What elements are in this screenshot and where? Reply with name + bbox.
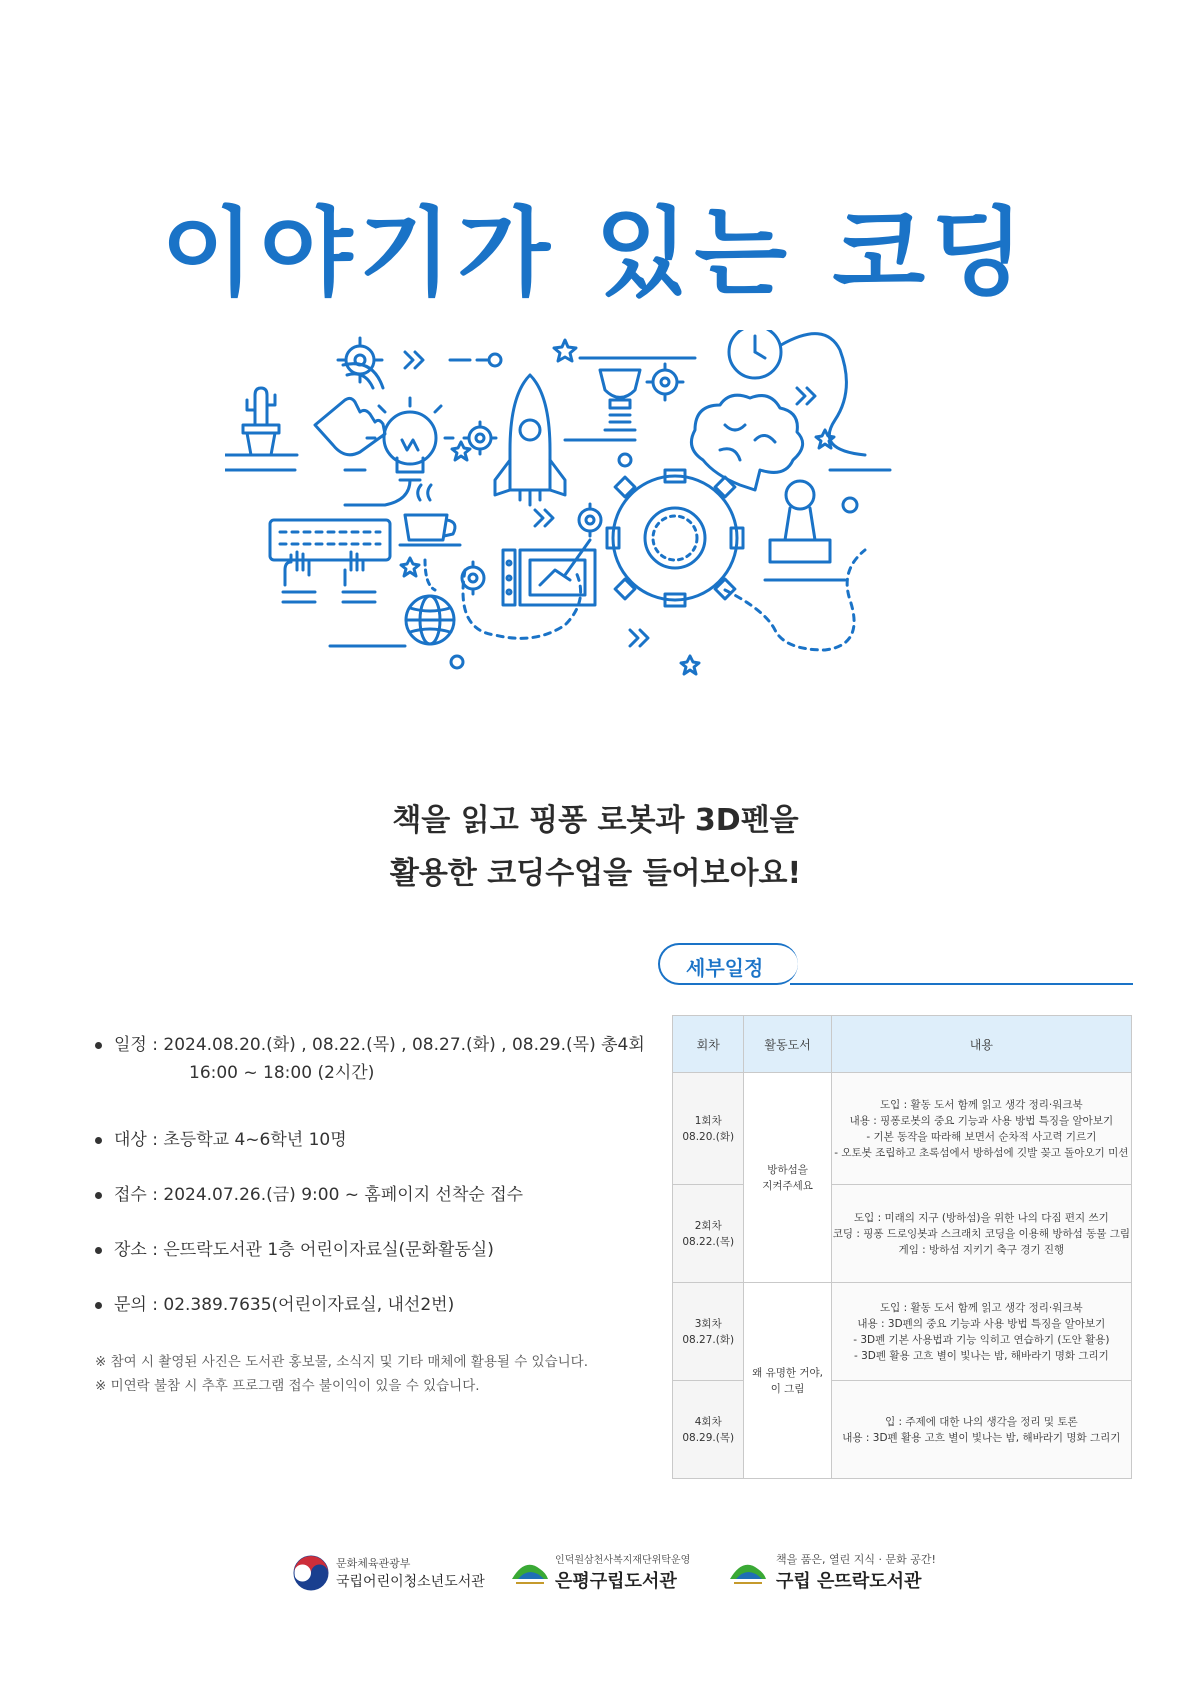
org3-slogan: 책을 품은, 열린 지식 · 문화 공간!	[776, 1553, 936, 1566]
info-register: 접수 : 2024.07.26.(금) 9:00 ~ 홈페이지 선착순 접수	[95, 1180, 523, 1205]
notes	[95, 1350, 588, 1398]
org1-ministry: 문화체육관광부	[336, 1557, 411, 1570]
eunttrak-logo-icon	[728, 1553, 768, 1589]
coding-illustration	[225, 330, 965, 730]
eunpyeong-logo-icon	[510, 1553, 550, 1589]
header-content: 내용	[831, 1016, 1131, 1073]
table-row	[673, 1073, 1132, 1185]
table-row	[673, 1185, 1132, 1283]
bullet-icon	[95, 1137, 102, 1144]
target-icon	[647, 364, 683, 400]
round-cell: 1회차 08.20.(화)	[673, 1073, 744, 1185]
schedule-table	[672, 1015, 1132, 1479]
book-cell: 방하섬을 지켜주세요	[744, 1073, 831, 1283]
org1-library: 국립어린이청소년도서관	[336, 1574, 485, 1590]
target-icon	[462, 562, 484, 594]
subtitle-line2: 활용한 코딩수업을 들어보아요!	[389, 856, 802, 891]
page-title: 이야기가 있는 코딩	[161, 197, 1030, 309]
cactus-icon	[225, 388, 297, 455]
schedule-label: 세부일정	[658, 943, 798, 985]
note-photo: ※ 참여 시 촬영된 사진은 도서관 홍보물, 소식지 및 기타 매체에 활용될 수 있습니다.	[95, 1354, 588, 1370]
info-contact: 문의 : 02.389.7635(어린이자료실, 내선2번)	[95, 1290, 454, 1315]
star-icon	[401, 340, 834, 674]
table-row	[673, 1381, 1132, 1479]
info-schedule-time: 16:00 ~ 18:00 (2시간)	[189, 1063, 375, 1083]
info-place: 장소 : 은뜨락도서관 1층 어린이자료실(문화활동실)	[95, 1235, 494, 1260]
org2-operator: 인덕원삼천사복지재단위탁운영	[555, 1555, 691, 1566]
brain-icon	[691, 395, 802, 490]
bullet-icon	[95, 1042, 102, 1049]
subtitle-line1: 책을 읽고 핑퐁 로봇과 3D펜을	[392, 803, 799, 838]
schedule-divider	[790, 983, 1133, 985]
bullet-icon	[95, 1192, 102, 1199]
content-cell: 도입 : 미래의 지구 (방하섬)을 위한 나의 다짐 편지 쓰기 코딩 : 핑퐁 드로잉봇과 스크래치 코딩을 이용해 방하섬 동물 그림 게임 : 방하섬 지키기 축구 경기 진행	[831, 1185, 1131, 1283]
round-cell: 3회차 08.27.(화)	[673, 1283, 744, 1381]
target-icon	[579, 504, 601, 536]
header-round: 회차	[673, 1016, 744, 1073]
header-book: 활동도서	[744, 1016, 831, 1073]
org3-library: 구립 은뜨락도서관	[776, 1571, 922, 1592]
content-cell: 입 : 주제에 대한 나의 생각을 정리 및 토론 내용 : 3D펜 활용 고흐 별이 빛나는 밤, 해바라기 명화 그리기	[831, 1381, 1131, 1479]
footer-logos	[0, 1545, 1191, 1605]
joystick-icon	[770, 481, 857, 562]
korea-emblem-icon	[293, 1555, 329, 1591]
note-absence: ※ 미연락 불참 시 추후 프로그램 접수 불이익이 있을 수 있습니다.	[95, 1378, 480, 1394]
coffee-cup-icon	[400, 485, 460, 545]
touch-hand-icon	[315, 364, 385, 455]
org2-library: 은평구립도서관	[555, 1571, 677, 1592]
rocket-icon	[495, 375, 565, 505]
clock-icon	[729, 330, 865, 455]
content-cell: 도입 : 활동 도서 함께 읽고 생각 정리·워크북 내용 : 3D펜의 중요 기능과 사용 방법 특징을 알아보기 - 3D펜 기본 사용법과 기능 익히고 연습하기 (도안 활용) - 3D펜 활용 고흐 별이 빛나는 밤, 해바라기 명화 그리기	[831, 1283, 1131, 1381]
bullet-icon	[95, 1302, 102, 1309]
round-cell: 2회차 08.22.(목)	[673, 1185, 744, 1283]
globe-icon	[406, 596, 454, 644]
book-cell: 왜 유명한 거야, 이 그림	[744, 1283, 831, 1479]
trophy-icon	[600, 370, 640, 430]
content-cell: 도입 : 활동 도서 함께 읽고 생각 정리·워크북 내용 : 핑퐁로봇의 중요 기능과 사용 방법 특징을 알아보기 - 기본 동작을 따라해 보면서 순차적 사고력 기르기 - 오토봇 조립하고 초록섬에서 방하섬에 깃발 꽂고 돌아오기 미션	[831, 1073, 1131, 1185]
info-target: 대상 : 초등학교 4~6학년 10명	[95, 1125, 347, 1150]
round-cell: 4회차 08.29.(목)	[673, 1381, 744, 1479]
bullet-icon	[95, 1247, 102, 1254]
gear-icon	[607, 470, 743, 606]
drawing-tablet-icon	[503, 540, 595, 605]
info-schedule: 일정 : 2024.08.20.(화) , 08.22.(목) , 08.27.(화) , 08.29.(목) 총4회	[95, 1030, 645, 1055]
table-header-row	[673, 1016, 1132, 1073]
keyboard-icon	[270, 520, 390, 602]
table-row	[673, 1283, 1132, 1381]
